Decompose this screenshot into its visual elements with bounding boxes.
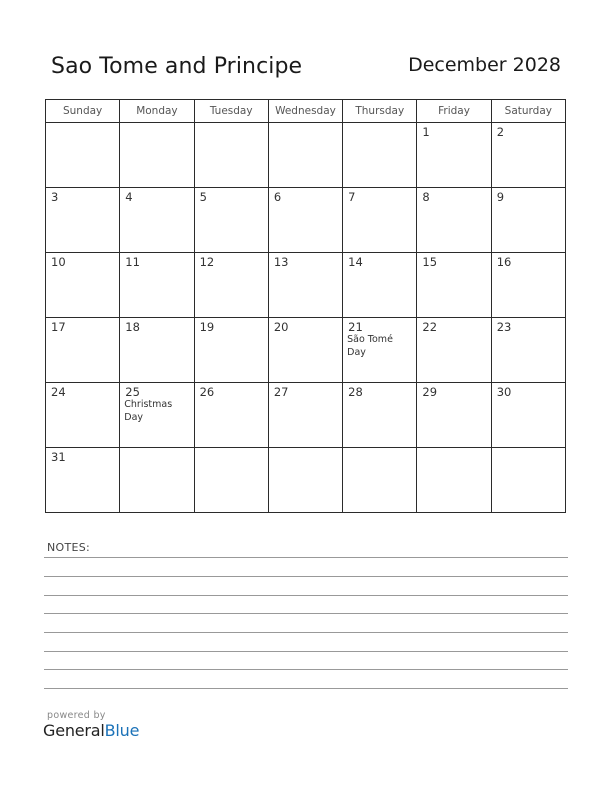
week-row xyxy=(46,318,566,383)
day-cell xyxy=(268,318,342,383)
day-cell xyxy=(194,383,268,448)
day-cell xyxy=(46,123,120,188)
day-cell xyxy=(194,448,268,513)
day-cell xyxy=(46,318,120,383)
day-cell xyxy=(194,253,268,318)
note-line xyxy=(44,632,568,633)
note-line xyxy=(44,576,568,577)
weekday-wednesday: Wednesday xyxy=(268,100,342,123)
note-line xyxy=(44,688,568,689)
day-cell xyxy=(417,448,491,513)
day-number: 27 xyxy=(273,385,289,399)
day-cell xyxy=(194,123,268,188)
day-number: 21 xyxy=(348,320,363,334)
holiday-label: São Tomé Day xyxy=(347,334,393,358)
day-number: 5 xyxy=(199,190,207,204)
day-cell xyxy=(417,253,491,318)
weekday-sunday: Sunday xyxy=(46,100,120,123)
weekday-thursday: Thursday xyxy=(343,100,417,123)
day-number: 11 xyxy=(125,255,140,269)
day-cell xyxy=(120,123,194,188)
day-cell xyxy=(343,123,417,188)
day-cell xyxy=(194,318,268,383)
calendar-body xyxy=(46,123,566,513)
day-number: 6 xyxy=(273,190,282,204)
note-line xyxy=(44,557,568,558)
day-cell xyxy=(417,318,491,383)
day-number: 24 xyxy=(51,385,66,399)
weekday-monday: Monday xyxy=(120,100,194,123)
day-number: 16 xyxy=(496,255,512,269)
holiday-label: Christmas Day xyxy=(124,399,173,423)
day-number: 26 xyxy=(199,385,215,399)
powered-by-text: powered by xyxy=(47,710,106,721)
note-line xyxy=(44,651,568,652)
day-number: 12 xyxy=(199,255,215,269)
day-number: 28 xyxy=(348,385,363,399)
day-cell xyxy=(120,448,194,513)
day-cell xyxy=(343,318,417,383)
calendar-month: December 2028 xyxy=(408,54,561,76)
day-cell xyxy=(46,448,120,513)
note-line xyxy=(44,669,568,670)
day-number: 9 xyxy=(496,190,505,204)
day-cell xyxy=(417,123,491,188)
brand-blue-text: Blue xyxy=(104,721,140,740)
weekday-saturday: Saturday xyxy=(491,100,565,123)
day-number: 8 xyxy=(422,190,430,204)
day-cell xyxy=(120,188,194,253)
day-number: 23 xyxy=(496,320,512,334)
day-number: 13 xyxy=(273,255,289,269)
weekday-header-row xyxy=(46,100,566,123)
week-row xyxy=(46,188,566,253)
day-number: 22 xyxy=(422,320,438,334)
day-number: 25 xyxy=(125,385,140,399)
day-number: 14 xyxy=(348,255,363,269)
day-number: 1 xyxy=(422,125,430,139)
brand-logo xyxy=(43,721,139,740)
day-cell xyxy=(120,383,194,448)
day-cell xyxy=(417,188,491,253)
day-number: 30 xyxy=(496,385,512,399)
note-line xyxy=(44,613,568,614)
day-number: 18 xyxy=(125,320,140,334)
notes-label: NOTES: xyxy=(47,541,91,554)
day-number: 10 xyxy=(51,255,66,269)
brand-general-text: General xyxy=(43,721,105,740)
day-cell xyxy=(268,123,342,188)
day-cell xyxy=(268,253,342,318)
day-number: 2 xyxy=(496,125,505,139)
day-number: 7 xyxy=(348,190,356,204)
day-number: 4 xyxy=(125,190,133,204)
day-number: 31 xyxy=(51,450,66,464)
day-cell xyxy=(268,383,342,448)
day-cell xyxy=(491,188,565,253)
day-cell xyxy=(491,383,565,448)
day-cell xyxy=(268,188,342,253)
day-cell xyxy=(491,253,565,318)
day-cell xyxy=(120,253,194,318)
calendar-title: Sao Tome and Principe xyxy=(51,54,303,79)
week-row xyxy=(46,383,566,448)
day-number: 29 xyxy=(422,385,438,399)
day-cell xyxy=(491,318,565,383)
day-cell xyxy=(343,448,417,513)
day-cell xyxy=(46,253,120,318)
week-row xyxy=(46,123,566,188)
day-number: 15 xyxy=(422,255,438,269)
day-cell xyxy=(491,123,565,188)
day-cell xyxy=(491,448,565,513)
weekday-tuesday: Tuesday xyxy=(194,100,268,123)
day-number: 20 xyxy=(273,320,289,334)
day-cell xyxy=(417,383,491,448)
week-row xyxy=(46,448,566,513)
day-cell xyxy=(194,188,268,253)
day-number: 3 xyxy=(51,190,59,204)
calendar-grid xyxy=(45,99,566,513)
day-cell xyxy=(343,253,417,318)
note-line xyxy=(44,595,568,596)
day-cell xyxy=(343,383,417,448)
week-row xyxy=(46,253,566,318)
day-cell xyxy=(46,188,120,253)
day-cell xyxy=(343,188,417,253)
day-cell xyxy=(120,318,194,383)
weekday-friday: Friday xyxy=(417,100,491,123)
day-cell xyxy=(46,383,120,448)
day-number: 17 xyxy=(51,320,66,334)
day-cell xyxy=(268,448,342,513)
day-number: 19 xyxy=(199,320,215,334)
